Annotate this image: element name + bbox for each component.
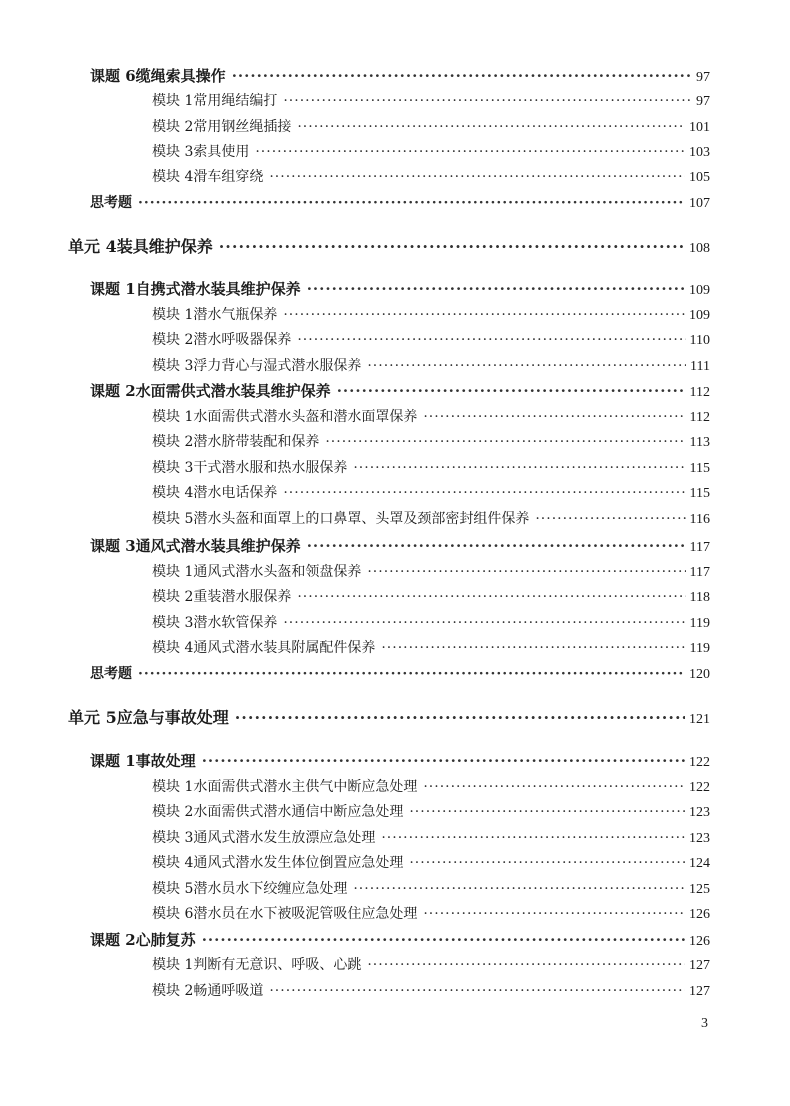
- entry-title: 思考题: [90, 195, 132, 211]
- entry-title: 判断有无意识、呼吸、心跳: [193, 957, 362, 973]
- dot-leader: [269, 980, 685, 1002]
- toc-entry-module: [152, 954, 710, 976]
- entry-page-number: 109: [689, 283, 710, 298]
- toc-entry-module: [152, 827, 710, 849]
- entry-page-number: 116: [689, 512, 710, 527]
- dot-leader: [381, 827, 685, 849]
- toc-entry-topic: [90, 278, 710, 300]
- entry-page-number: 113: [689, 435, 710, 450]
- dot-leader: [409, 801, 685, 823]
- entry-page-number: 126: [689, 934, 710, 949]
- dot-leader: [202, 929, 685, 951]
- entry-page-number: 124: [689, 856, 710, 871]
- dot-leader: [307, 535, 686, 557]
- dot-leader: [202, 750, 685, 772]
- dot-leader: [297, 329, 685, 351]
- entry-number: 模块 2: [152, 983, 194, 999]
- entry-title: 水面需供式潜水通信中断应急处理: [193, 804, 404, 820]
- dot-leader: [232, 65, 692, 87]
- entry-title: 重装潜水服保养: [193, 589, 292, 605]
- entry-title: 通风式潜水装具附属配件保养: [193, 640, 376, 656]
- entry-title: 潜水脐带装配和保养: [193, 434, 320, 450]
- toc-entry-unit: [68, 707, 710, 729]
- dot-leader: [219, 236, 685, 258]
- entry-number: 模块 1: [152, 957, 194, 973]
- toc-entry-think: [90, 192, 710, 214]
- entry-title: 装具维护保养: [116, 237, 213, 256]
- toc-entry-module: [152, 457, 710, 479]
- entry-page-number: 117: [689, 540, 710, 555]
- dot-leader: [255, 141, 685, 163]
- entry-title: 缆绳索具操作: [135, 67, 226, 85]
- entry-number: 模块 2: [152, 332, 194, 348]
- entry-number: 模块 5: [152, 511, 194, 527]
- entry-page-number: 126: [689, 907, 710, 922]
- entry-number: 课题 3: [90, 537, 136, 555]
- entry-number: 课题 2: [90, 382, 136, 400]
- entry-page-number: 122: [689, 780, 710, 795]
- entry-page-number: 112: [689, 410, 710, 425]
- dot-leader: [409, 852, 685, 874]
- entry-number: 模块 1: [152, 779, 194, 795]
- toc-entry-module: [152, 508, 710, 530]
- entry-page-number: 119: [689, 616, 710, 631]
- entry-number: 模块 2: [152, 119, 194, 135]
- entry-page-number: 111: [690, 359, 710, 374]
- entry-title: 潜水呼吸器保养: [193, 332, 292, 348]
- entry-title: 潜水员在水下被吸泥管吸住应急处理: [193, 906, 418, 922]
- entry-title: 自携式潜水装具维护保养: [135, 280, 301, 298]
- entry-number: 模块 1: [152, 307, 194, 323]
- entry-number: 模块 3: [152, 144, 194, 160]
- dot-leader: [423, 903, 685, 925]
- entry-page-number: 125: [689, 882, 710, 897]
- entry-page-number: 118: [689, 590, 710, 605]
- entry-title: 滑车组穿绕: [193, 169, 264, 185]
- dot-leader: [283, 304, 685, 326]
- toc-entry-module: [152, 329, 710, 351]
- entry-number: 模块 4: [152, 485, 194, 501]
- entry-number: 单元 4: [68, 237, 117, 256]
- toc-entry-module: [152, 878, 710, 900]
- toc-entry-topic: [90, 750, 710, 772]
- entry-number: 模块 3: [152, 460, 194, 476]
- entry-number: 模块 3: [152, 830, 194, 846]
- toc-entry-module: [152, 431, 710, 453]
- dot-leader: [337, 380, 686, 402]
- entry-page-number: 123: [689, 805, 710, 820]
- entry-page-number: 112: [689, 385, 710, 400]
- entry-number: 模块 5: [152, 881, 194, 897]
- toc-entry-module: [152, 903, 710, 925]
- toc-entry-module: [152, 586, 710, 608]
- entry-number: 模块 3: [152, 358, 194, 374]
- entry-title: 潜水员水下绞缠应急处理: [193, 881, 348, 897]
- entry-title: 通风式潜水头盔和领盘保养: [193, 564, 362, 580]
- toc-entry-module: [152, 355, 710, 377]
- entry-title: 潜水电话保养: [193, 485, 278, 501]
- toc-entry-module: [152, 482, 710, 504]
- page-number: 3: [701, 1016, 708, 1031]
- entry-page-number: 101: [689, 120, 710, 135]
- toc-entry-module: [152, 166, 710, 188]
- dot-leader: [423, 406, 685, 428]
- dot-leader: [297, 586, 685, 608]
- toc-entry-module: [152, 612, 710, 634]
- entry-title: 思考题: [90, 666, 132, 682]
- entry-title: 潜水软管保养: [193, 615, 278, 631]
- toc-entry-module: [152, 304, 710, 326]
- entry-page-number: 109: [689, 308, 710, 323]
- entry-title: 干式潜水服和热水服保养: [193, 460, 348, 476]
- entry-title: 常用钢丝绳插接: [193, 119, 292, 135]
- entry-number: 模块 1: [152, 564, 194, 580]
- entry-page-number: 115: [689, 486, 710, 501]
- entry-title: 应急与事故处理: [116, 708, 229, 727]
- entry-number: 模块 1: [152, 409, 194, 425]
- toc-entry-module: [152, 116, 710, 138]
- dot-leader: [367, 561, 685, 583]
- entry-page-number: 117: [689, 565, 710, 580]
- dot-leader: [283, 482, 685, 504]
- entry-page-number: 103: [689, 145, 710, 160]
- entry-number: 课题 1: [90, 752, 136, 770]
- entry-number: 模块 4: [152, 169, 194, 185]
- entry-title: 潜水头盔和面罩上的口鼻罩、头罩及颈部密封组件保养: [193, 511, 530, 527]
- entry-page-number: 107: [689, 196, 710, 211]
- entry-page-number: 108: [689, 241, 710, 256]
- entry-page-number: 121: [689, 712, 710, 727]
- entry-page-number: 115: [689, 461, 710, 476]
- entry-title: 水面需供式潜水头盔和潜水面罩保养: [193, 409, 418, 425]
- entry-title: 索具使用: [193, 144, 250, 160]
- toc-entry-module: [152, 980, 710, 1002]
- entry-number: 模块 1: [152, 93, 194, 109]
- toc-entry-topic: [90, 929, 710, 951]
- entry-page-number: 123: [689, 831, 710, 846]
- toc-entry-module: [152, 141, 710, 163]
- dot-leader: [367, 355, 686, 377]
- entry-title: 水面需供式潜水主供气中断应急处理: [193, 779, 418, 795]
- entry-page-number: 127: [689, 984, 710, 999]
- entry-title: 通风式潜水发生体位倒置应急处理: [193, 855, 404, 871]
- entry-page-number: 97: [696, 70, 710, 85]
- entry-title: 心肺复苏: [135, 931, 196, 949]
- toc-entry-topic: [90, 65, 710, 87]
- toc-entry-module: [152, 637, 710, 659]
- toc-entry-topic: [90, 380, 710, 402]
- entry-number: 课题 2: [90, 931, 136, 949]
- entry-title: 潜水气瓶保养: [193, 307, 278, 323]
- dot-leader: [297, 116, 685, 138]
- entry-title: 常用绳结编打: [193, 93, 278, 109]
- entry-page-number: 97: [696, 94, 710, 109]
- dot-leader: [325, 431, 685, 453]
- entry-title: 水面需供式潜水装具维护保养: [135, 382, 331, 400]
- entry-page-number: 120: [689, 667, 710, 682]
- entry-page-number: 110: [689, 333, 710, 348]
- entry-number: 单元 5: [68, 708, 117, 727]
- dot-leader: [307, 278, 685, 300]
- entry-number: 课题 1: [90, 280, 136, 298]
- entry-page-number: 105: [689, 170, 710, 185]
- entry-title: 畅通呼吸道: [193, 983, 264, 999]
- entry-number: 课题 6: [90, 67, 136, 85]
- toc-entry-unit: [68, 236, 710, 258]
- entry-number: 模块 2: [152, 589, 194, 605]
- dot-leader: [381, 637, 685, 659]
- toc-entry-module: [152, 776, 710, 798]
- entry-number: 模块 2: [152, 434, 194, 450]
- dot-leader: [353, 878, 685, 900]
- dot-leader: [235, 707, 685, 729]
- entry-title: 通风式潜水发生放漂应急处理: [193, 830, 376, 846]
- entry-page-number: 127: [689, 958, 710, 973]
- entry-page-number: 119: [689, 641, 710, 656]
- dot-leader: [269, 166, 685, 188]
- dot-leader: [367, 954, 685, 976]
- toc-entry-module: [152, 561, 710, 583]
- dot-leader: [283, 612, 685, 634]
- toc-entry-module: [152, 406, 710, 428]
- dot-leader: [138, 663, 685, 685]
- entry-number: 模块 4: [152, 640, 194, 656]
- toc-entry-topic: [90, 535, 710, 557]
- entry-number: 模块 6: [152, 906, 194, 922]
- dot-leader: [283, 90, 692, 112]
- dot-leader: [423, 776, 685, 798]
- dot-leader: [138, 192, 685, 214]
- dot-leader: [535, 508, 685, 530]
- toc-entry-module: [152, 90, 710, 112]
- entry-number: 模块 3: [152, 615, 194, 631]
- toc-entry-think: [90, 663, 710, 685]
- entry-title: 通风式潜水装具维护保养: [135, 537, 301, 555]
- toc-entry-module: [152, 852, 710, 874]
- entry-number: 模块 4: [152, 855, 194, 871]
- entry-title: 浮力背心与湿式潜水服保养: [193, 358, 362, 374]
- dot-leader: [353, 457, 685, 479]
- toc-entry-module: [152, 801, 710, 823]
- entry-page-number: 122: [689, 755, 710, 770]
- entry-title: 事故处理: [135, 752, 196, 770]
- entry-number: 模块 2: [152, 804, 194, 820]
